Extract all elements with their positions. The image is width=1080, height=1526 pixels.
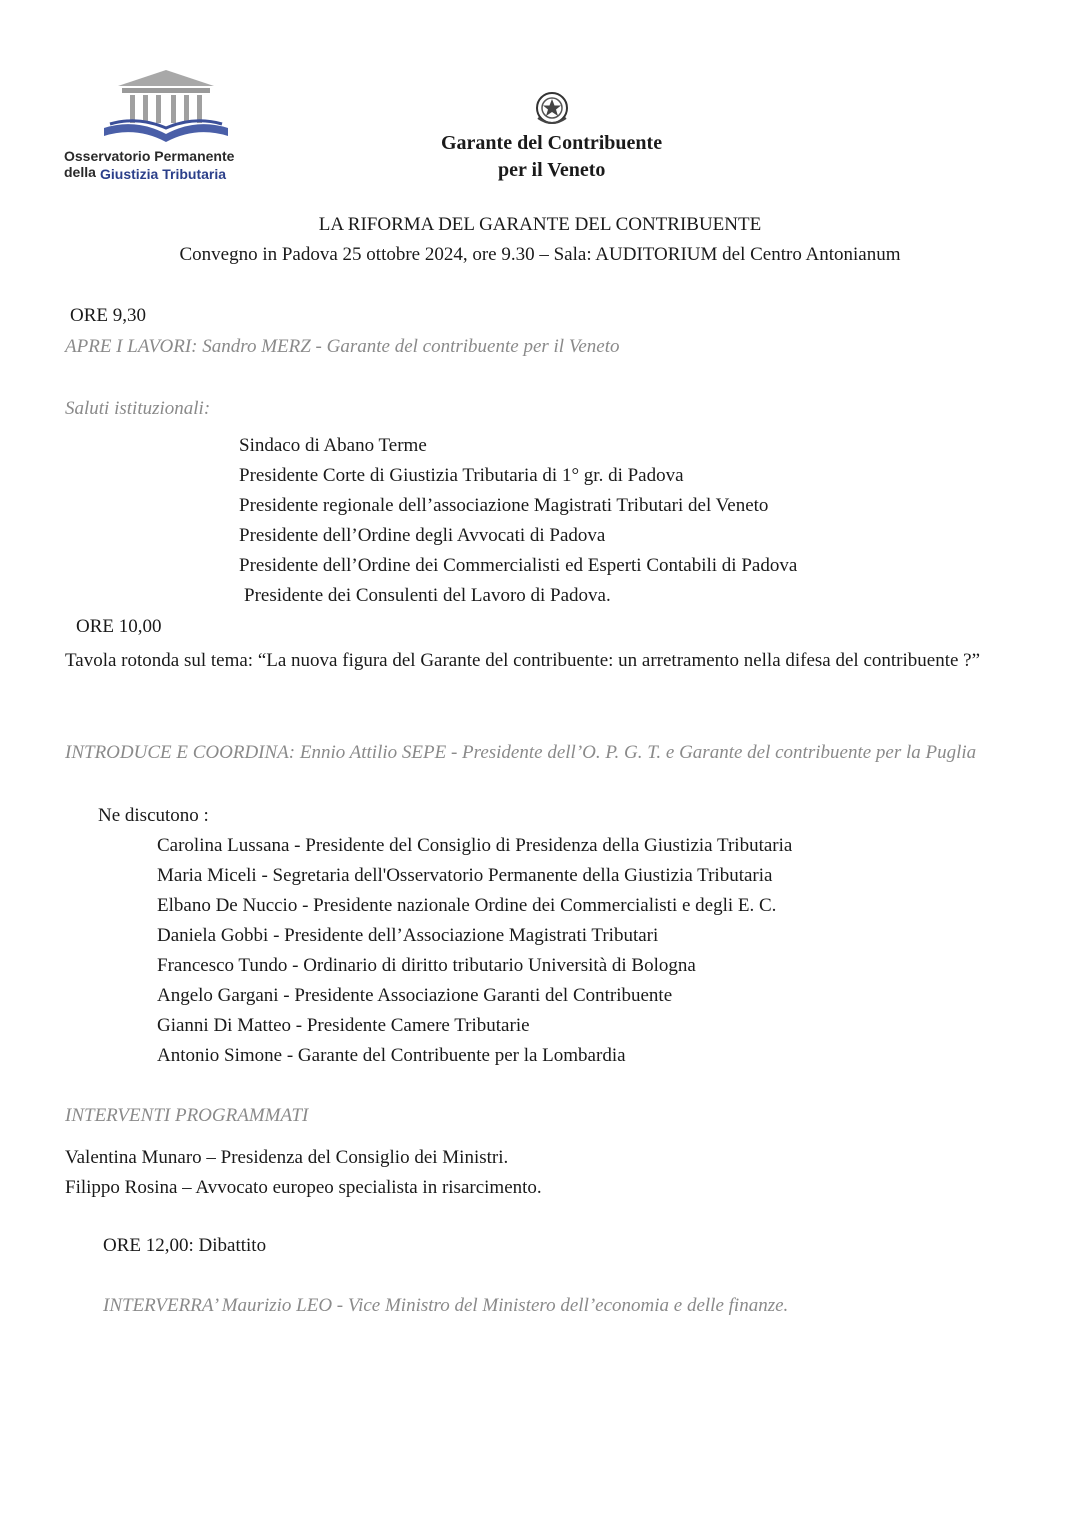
- list-item: Presidente regionale dell’associazione Magistrati Tributari del Veneto: [239, 495, 769, 516]
- speaker-item: Daniela Gobbi - Presidente dell’Associazione Magistrati Tributari: [157, 925, 659, 946]
- logo-text-line2: Giustizia Tributaria: [100, 166, 227, 182]
- list-item: Presidente dell’Ordine degli Avvocati di Padova: [239, 525, 606, 546]
- logo-text-line1: Osservatorio Permanente della: [64, 148, 235, 180]
- opening-line: APRE I LAVORI: Sandro MERZ - Garante del contribuente per il Veneto: [65, 336, 620, 357]
- interverra-line: INTERVERRA’ Maurizio LEO - Vice Ministro del Ministero dell’economia e delle finanze.: [103, 1295, 789, 1316]
- list-item: Presidente dell’Ordine dei Commercialisti ed Esperti Contabili di Padova: [239, 555, 798, 576]
- intervento-item: Valentina Munaro – Presidenza del Consiglio dei Ministri.: [65, 1147, 509, 1168]
- list-item: Sindaco di Abano Terme: [239, 435, 427, 456]
- speaker-item: Maria Miceli - Segretaria dell'Osservatorio Permanente della Giustizia Tributaria: [157, 865, 773, 886]
- list-item: Presidente Corte di Giustizia Tributaria di 1° gr. di Padova: [239, 465, 684, 486]
- speaker-item: Elbano De Nuccio - Presidente nazionale Ordine dei Commercialisti e degli E. C.: [157, 895, 777, 916]
- speaker-item: Angelo Gargani - Presidente Associazione Garanti del Contribuente: [157, 985, 673, 1006]
- speaker-item: Gianni Di Matteo - Presidente Camere Tributarie: [157, 1015, 530, 1036]
- time-930: ORE 9,30: [70, 305, 146, 326]
- discutono-label: Ne discutono :: [98, 805, 209, 826]
- time-1000: ORE 10,00: [76, 616, 162, 637]
- italian-republic-emblem-icon: [532, 88, 572, 135]
- saluti-label: Saluti istituzionali:: [65, 398, 211, 419]
- introduce-line: INTRODUCE E COORDINA: Ennio Attilio SEPE - Presidente dell’O. P. G. T. e Garante del contribuente per la Puglia: [65, 742, 977, 763]
- garante-title-line2: per il Veneto: [498, 159, 606, 181]
- opgt-logo: [60, 68, 270, 188]
- speaker-item: Carolina Lussana - Presidente del Consiglio di Presidenza della Giustizia Tributaria: [157, 835, 793, 856]
- list-item: Presidente dei Consulenti del Lavoro di Padova.: [244, 585, 611, 606]
- document-title: LA RIFORMA DEL GARANTE DEL CONTRIBUENTE: [318, 214, 762, 235]
- time-1200-dibattito: ORE 12,00: Dibattito: [103, 1235, 267, 1256]
- speaker-item: Francesco Tundo - Ordinario di diritto tributario Università di Bologna: [157, 955, 696, 976]
- tavola-rotonda-text: Tavola rotonda sul tema: “La nuova figura del Garante del contribuente: un arretramento nella difesa del contribuente ?”: [65, 650, 981, 671]
- garante-title-line1: Garante del Contribuente: [441, 132, 663, 154]
- document-subtitle: Convegno in Padova 25 ottobre 2024, ore 9.30 – Sala: AUDITORIUM del Centro Antonianum: [179, 244, 901, 265]
- interventi-label: INTERVENTI PROGRAMMATI: [65, 1105, 309, 1126]
- intervento-item: Filippo Rosina – Avvocato europeo specialista in risarcimento.: [65, 1177, 542, 1198]
- courthouse-book-icon: [96, 68, 236, 148]
- speaker-item: Antonio Simone - Garante del Contribuente per la Lombardia: [157, 1045, 626, 1066]
